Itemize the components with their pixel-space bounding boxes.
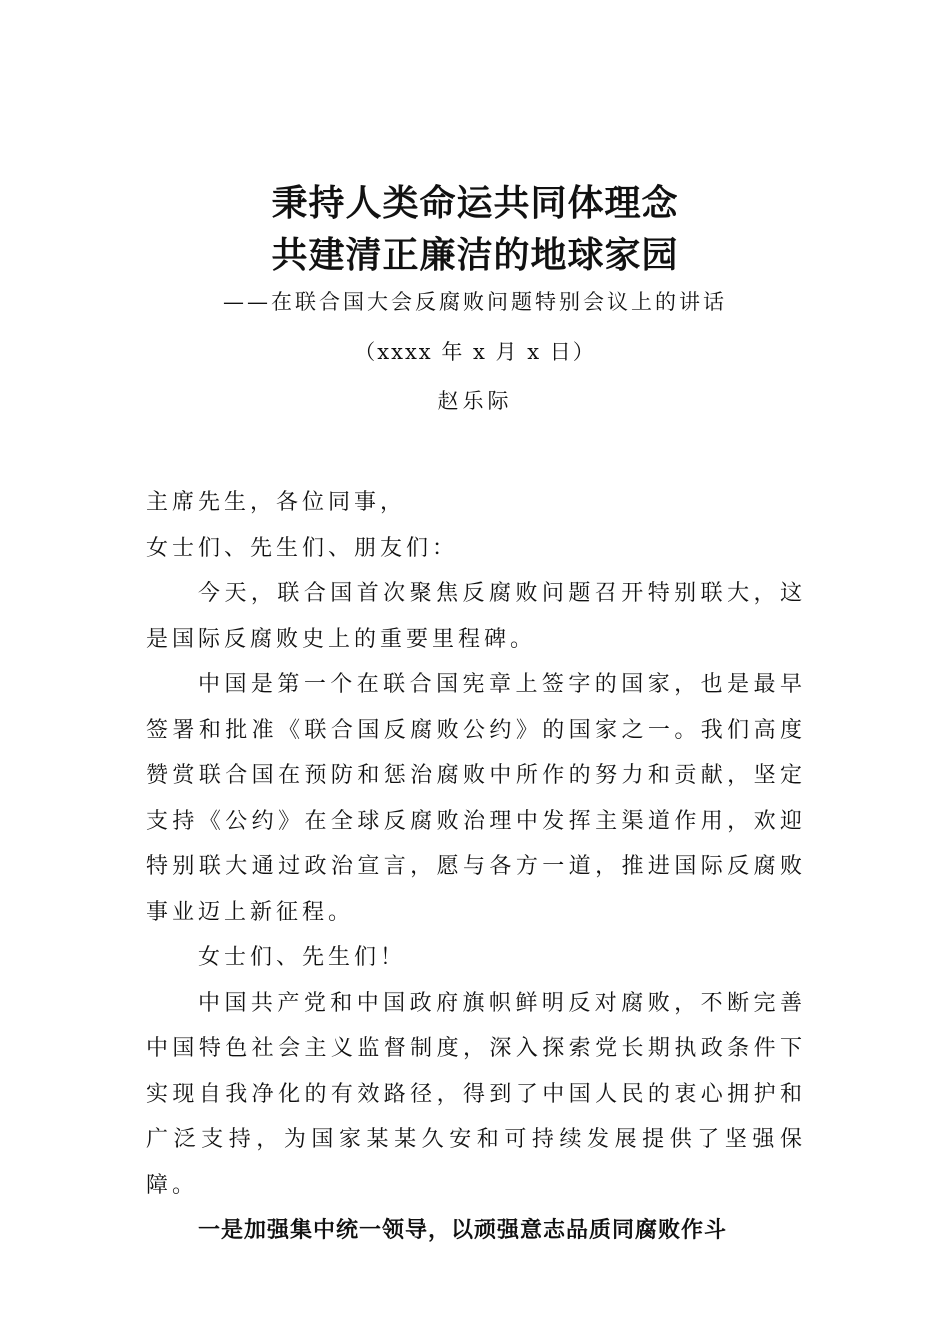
speech-date: （xxxx 年 x 月 x 日） xyxy=(354,340,596,364)
paragraph-2: 中国是第一个在联合国宪章上签字的国家，也是最早签署和批准《联合国反腐败公约》的国家之一。我们高度赞赏联合国在预防和惩治腐败中所作的努力和贡献，坚定支持《公约》在全球反腐败治理中发挥主渠道作用，欢迎特别联大通过政治宣言，愿与各方一道，推进国际反腐败事业迈上新征程。 xyxy=(146,672,806,925)
salutation-2: 女士们、先生们、朋友们： xyxy=(146,535,459,561)
salutation-1: 主席先生，各位同事， xyxy=(146,490,407,515)
author-name: 赵乐际 xyxy=(437,389,513,413)
paragraph-4: 中国共产党和中国政府旗帜鲜明反对腐败，不断完善中国特色社会主义监督制度，深入探索党长期执政条件下实现自我净化的有效路径，得到了中国人民的衷心拥护和广泛支持，为国家某某久安和可持续发展提供了坚强保障。 xyxy=(146,990,806,1198)
paragraph-3: 女士们、先生们！ xyxy=(198,945,407,970)
paragraph-5-heading: 一是加强集中统一领导，以顽强意志品质同腐败作斗 xyxy=(198,1218,728,1243)
paragraph-1: 今天，联合国首次聚焦反腐败问题召开特别联大，这是国际反腐败史上的重要里程碑。 xyxy=(146,581,806,652)
title-line-1: 秉持人类命运共同体理念 xyxy=(271,183,679,224)
speech-body xyxy=(146,480,806,1254)
subtitle: ——在联合国大会反腐败问题特别会议上的讲话 xyxy=(223,290,727,314)
title-line-2: 共建清正廉洁的地球家园 xyxy=(271,235,679,276)
